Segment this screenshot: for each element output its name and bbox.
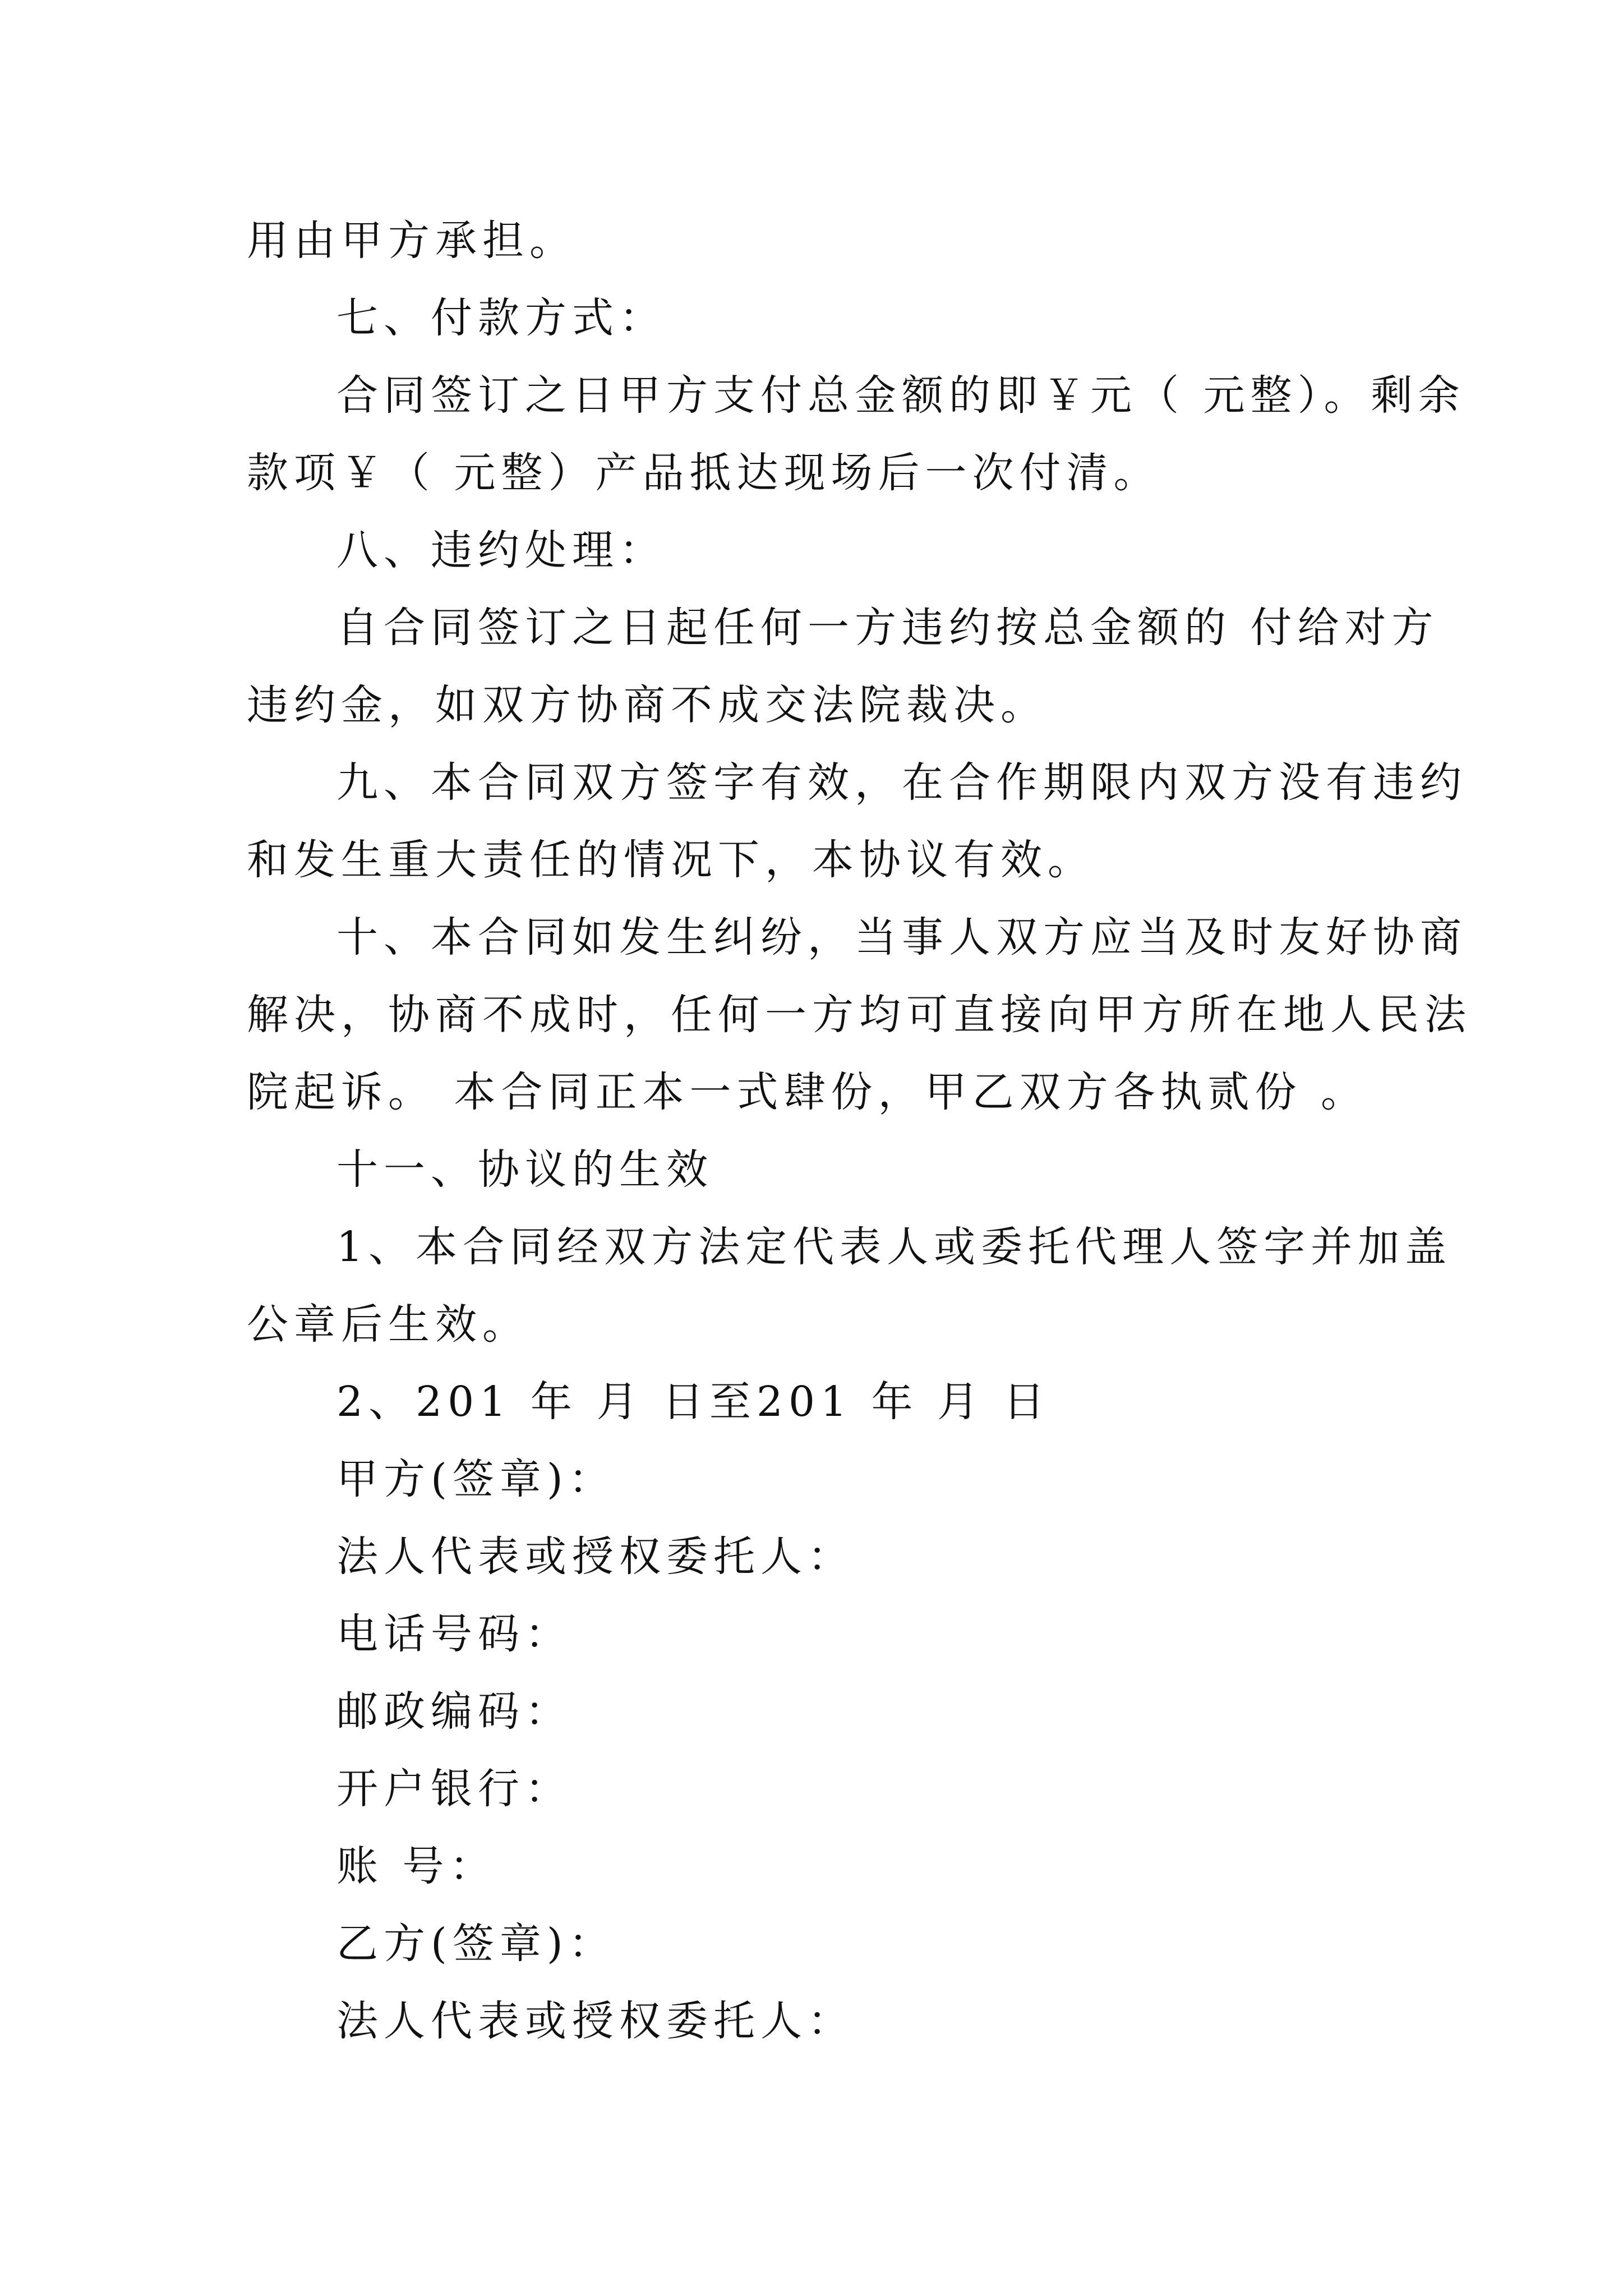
bank-field: 开户银行： (336, 1765, 572, 1813)
paragraph-line: 2、201 年 月 日至201 年 月 日 (336, 1378, 1050, 1426)
phone-field: 电话号码： (336, 1610, 572, 1658)
paragraph-line: 违约金，如双方协商不成交法院裁决。 (247, 681, 1048, 729)
paragraph-line: 合同签订之日甲方支付总金额的即￥元（ 元整）。剩余 (336, 371, 1465, 420)
document-body (247, 202, 1472, 2060)
paragraph-line: 自合同签订之日起任何一方违约按总金额的 付给对方 (336, 604, 1439, 652)
paragraph-line: 用由甲方承担。 (247, 217, 577, 265)
party-a-signature-field: 甲方(签章)： (336, 1455, 616, 1503)
paragraph-line: 公章后生效。 (247, 1300, 529, 1349)
section-heading-effectiveness: 十一、协议的生效 (336, 1145, 713, 1194)
paragraph-line: 九、本合同双方签字有效，在合作期限内双方没有违约 (336, 758, 1467, 807)
section-heading-payment: 七、付款方式： (336, 294, 666, 342)
postal-code-field: 邮政编码： (336, 1687, 572, 1736)
party-a-representative-field: 法人代表或授权委托人： (336, 1533, 855, 1581)
account-field: 账 号： (336, 1842, 497, 1890)
paragraph-line: 1、本合同经双方法定代表人或委托代理人签字并加盖 (336, 1223, 1453, 1271)
party-b-representative-field: 法人代表或授权委托人： (336, 1997, 855, 2045)
party-b-signature-field: 乙方(签章)： (336, 1920, 616, 1968)
paragraph-line: 院起诉。 本合同正本一式肆份，甲乙双方各执贰份 。 (247, 1068, 1368, 1116)
paragraph-line: 款项￥（ 元整）产品抵达现场后一次付清。 (247, 449, 1161, 497)
paragraph-line: 和发生重大责任的情况下，本协议有效。 (247, 836, 1095, 884)
section-heading-breach: 八、违约处理： (336, 526, 666, 574)
paragraph-line: 十、本合同如发生纠纷，当事人双方应当及时友好协商 (336, 913, 1467, 961)
paragraph-line: 解决，协商不成时，任何一方均可直接向甲方所在地人民法 (247, 991, 1472, 1039)
